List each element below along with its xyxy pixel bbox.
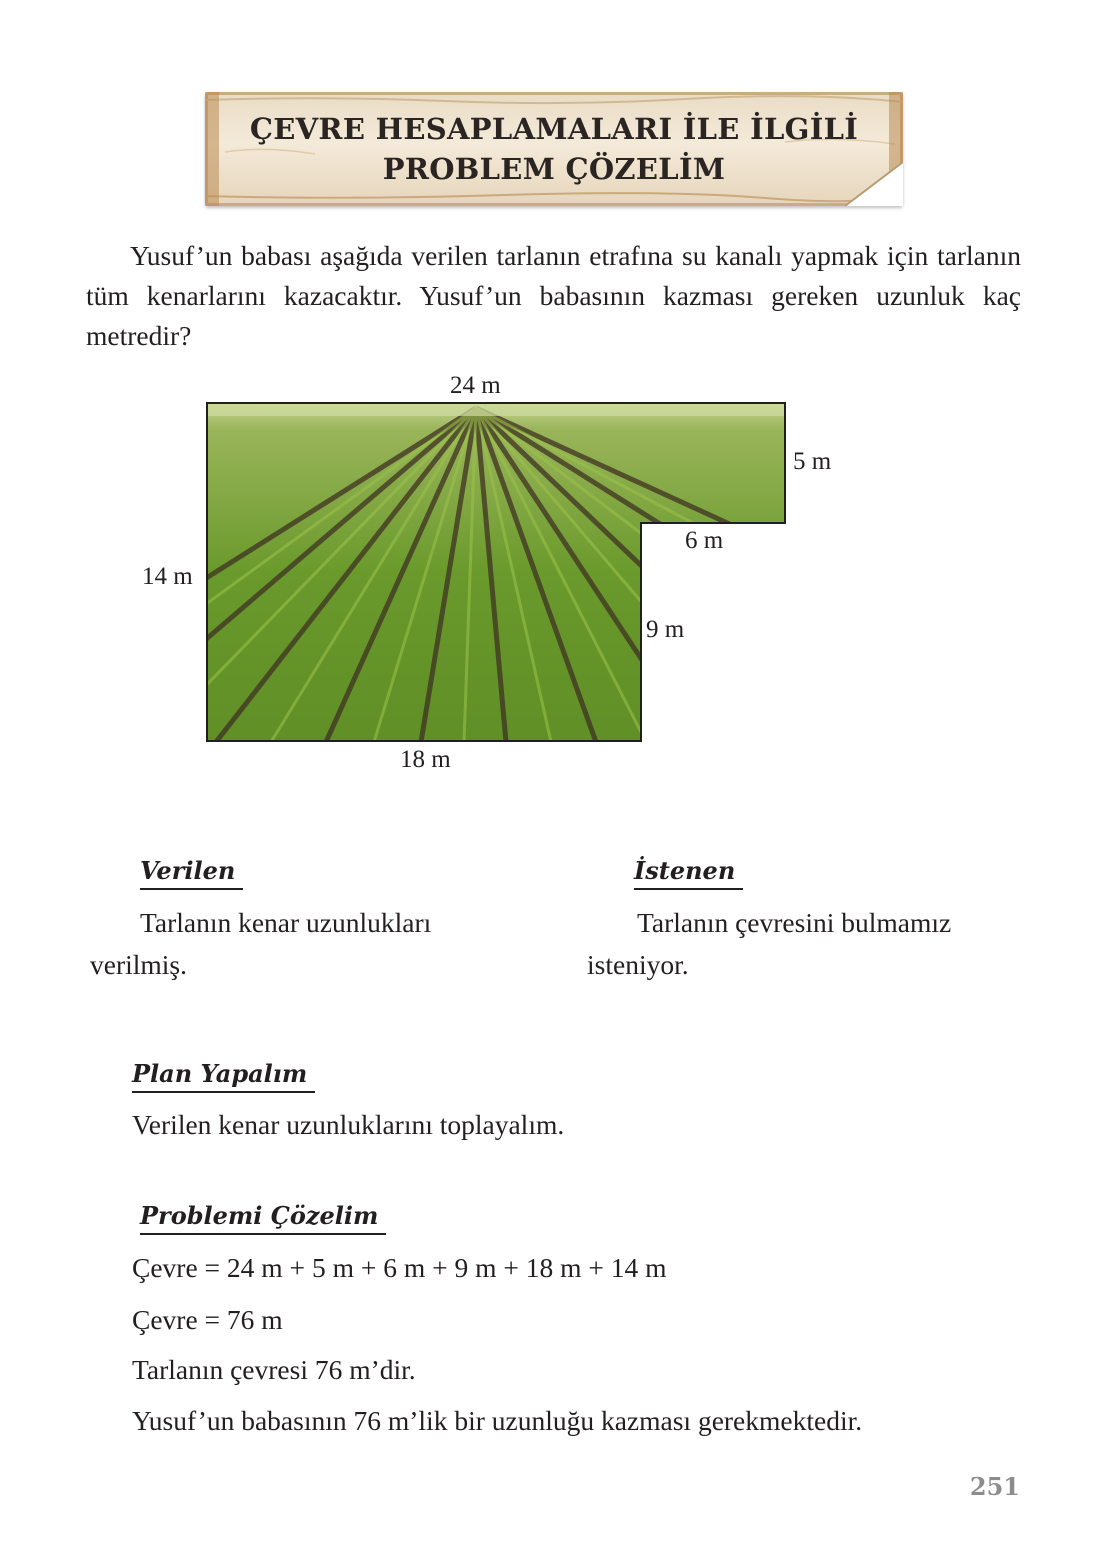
title-banner bbox=[205, 92, 903, 206]
problem-statement: Yusuf’un babası aşağıda verilen tarlanın etrafına su kanalı yapmak için tarlanın tüm kenarlarını kazacaktır. Yusuf’un babasının kazması gereken uzunluk kaç metredir? bbox=[86, 240, 1021, 351]
dimension-step-label: 6 m bbox=[685, 527, 724, 554]
field-image bbox=[206, 402, 786, 742]
solution-result: Çevre = 76 m bbox=[132, 1304, 283, 1335]
solution-answer: Yusuf’un babasının 76 m’lik bir uzunluğu kazması gerekmektedir. bbox=[132, 1405, 863, 1436]
dimension-bottom-label: 18 m bbox=[400, 746, 451, 773]
solution-statement: Tarlanın çevresi 76 m’dir. bbox=[132, 1354, 416, 1385]
verilen-heading: Verilen bbox=[140, 855, 243, 890]
dimension-top-label: 24 m bbox=[450, 372, 501, 399]
dimension-right-inner-label: 9 m bbox=[646, 616, 685, 643]
page-number: 251 bbox=[969, 1472, 1020, 1501]
page-title bbox=[205, 109, 903, 189]
dimension-left-label: 14 m bbox=[142, 563, 193, 590]
solution-equation: Çevre = 24 m + 5 m + 6 m + 9 m + 18 m + 14 m bbox=[132, 1252, 667, 1283]
field-figure bbox=[206, 402, 786, 742]
istenen-text: Tarlanın çevresini bulmamız isteniyor. bbox=[587, 907, 952, 980]
page-title-line-2: PROBLEM ÇÖZELİM bbox=[382, 152, 726, 186]
solution-heading: Problemi Çözelim bbox=[140, 1200, 386, 1235]
dimension-right-top-label: 5 m bbox=[793, 448, 832, 475]
plan-text: Verilen kenar uzunluklarını toplayalım. bbox=[132, 1109, 565, 1140]
page-title-line-1: ÇEVRE HESAPLAMALARI İLE İLGİLİ bbox=[249, 112, 859, 146]
plan-heading: Plan Yapalım bbox=[132, 1058, 315, 1093]
istenen-heading: İstenen bbox=[634, 855, 743, 890]
verilen-text: Tarlanın kenar uzunlukları verilmiş. bbox=[90, 907, 432, 980]
